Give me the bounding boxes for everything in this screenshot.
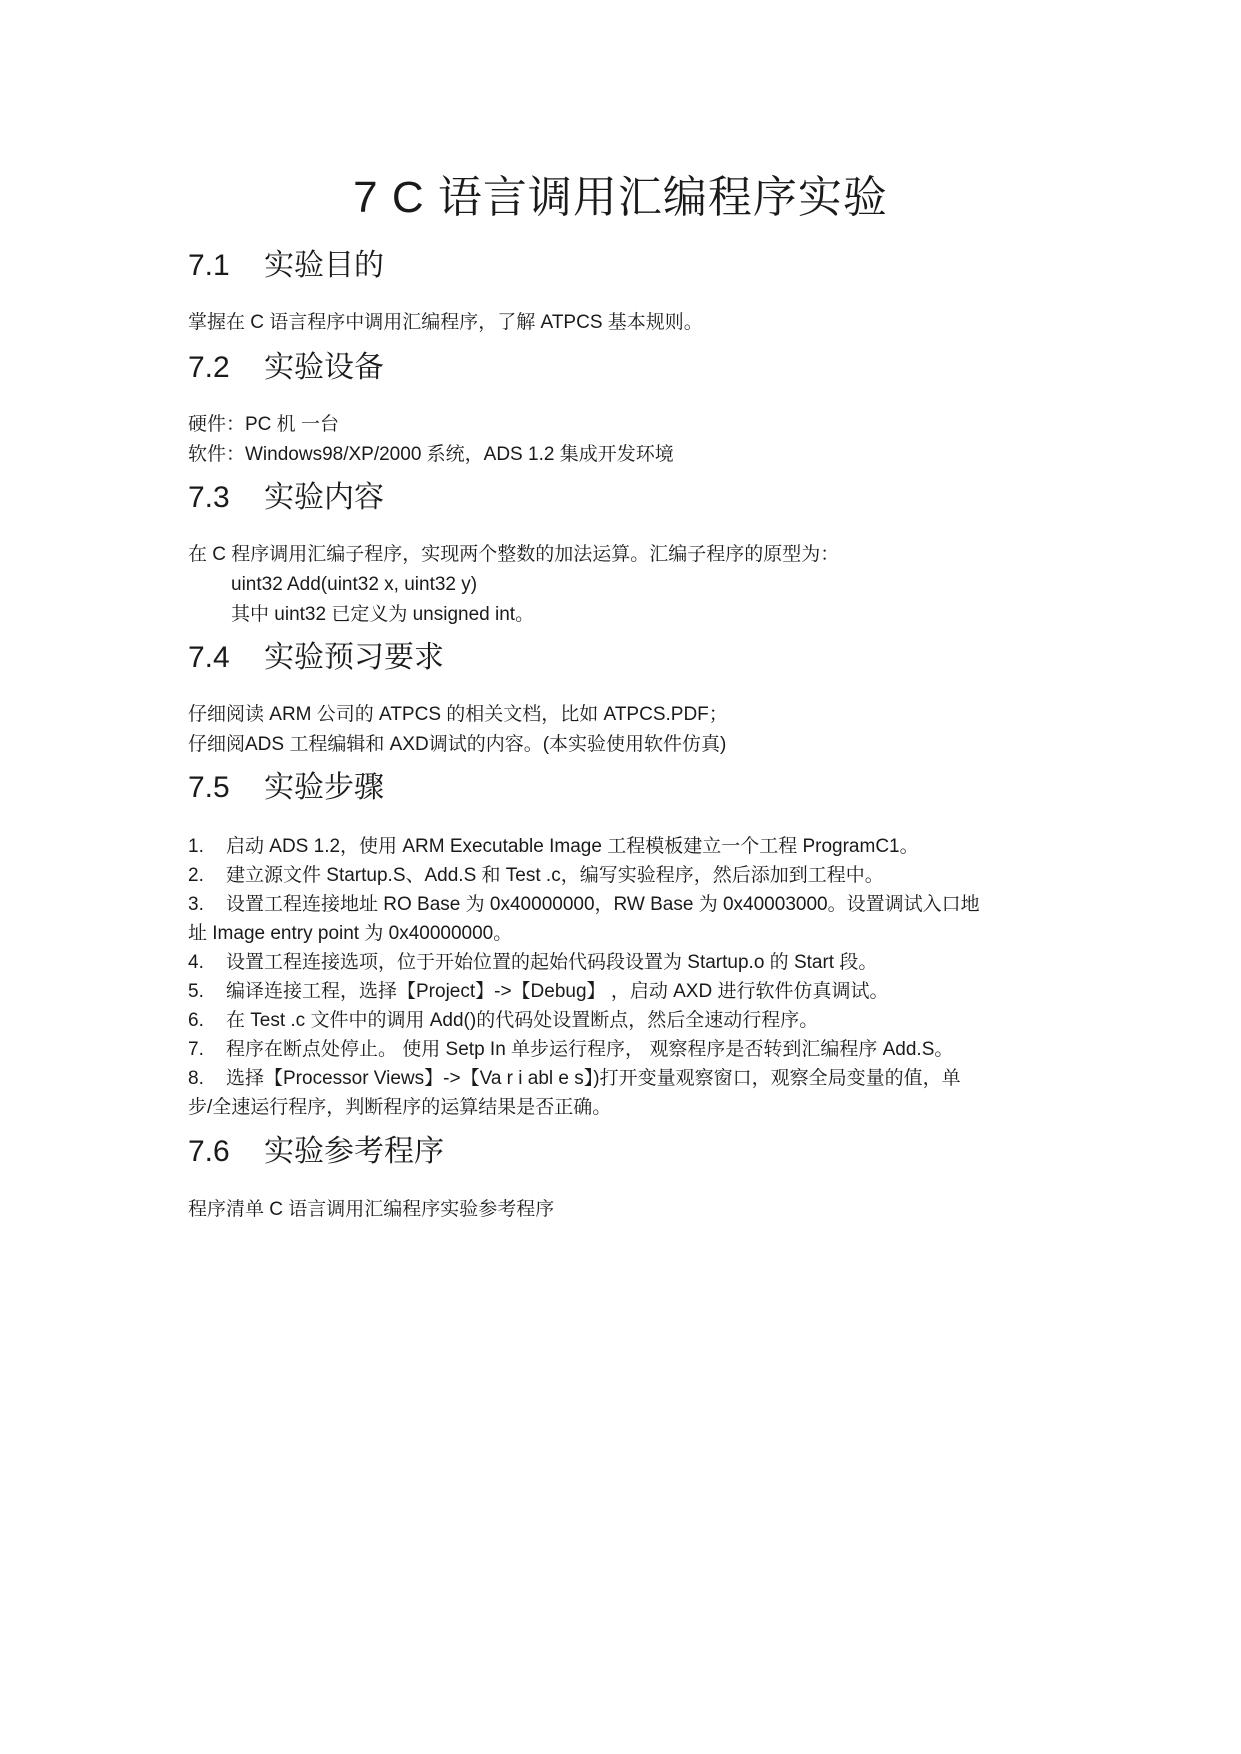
section-title: 实验步骤 [264,771,384,804]
section-number: 7.5 [188,771,230,804]
step-text: 程序在断点处停止。 使用 Setp In 单步运行程序， 观察程序是否转到汇编程序 Add.S。 [226,1039,954,1060]
step-number: 1. [188,836,204,857]
list-item [188,834,919,860]
step-text: 选择【Processor Views】->【Va r i abl e s】)打开变量观察窗口，观察全局变量的值，单 [226,1068,961,1089]
step-continuation: 步/全速运行程序，判断程序的运算结果是否正确。 [188,1097,612,1118]
step-text: 设置工程连接地址 RO Base 为 0x40000000，RW Base 为 0x40003000。设置调试入口地 [226,894,980,915]
step-number: 6. [188,1010,204,1031]
paragraph-objective: 掌握在 C 语言程序中调用汇编程序，了解 ATPCS 基本规则。 [188,312,703,333]
step-number: 2. [188,865,204,886]
section-number: 7.1 [188,249,230,282]
page-title: 7 C 语言调用汇编程序实验 [353,173,888,222]
step-text: 启动 ADS 1.2，使用 ARM Executable Image 工程模板建立一个工程 ProgramC1。 [226,836,919,857]
section-title: 实验内容 [264,481,384,514]
list-item [188,1037,953,1063]
step-text: 设置工程连接选项，位于开始位置的起始代码段设置为 Startup.o 的 Start 段。 [226,952,878,973]
section-title: 实验目的 [264,249,384,282]
section-heading-7-5 [188,768,384,808]
step-text: 在 Test .c 文件中的调用 Add()的代码处设置断点，然后全速动行程序。 [226,1010,819,1031]
section-heading-7-1 [188,246,384,286]
step-number: 8. [188,1068,204,1089]
step-number: 4. [188,952,204,973]
list-item [188,1008,818,1034]
section-heading-7-2 [188,348,384,388]
paragraph-preview-2: 仔细阅ADS 工程编辑和 AXD调试的内容。(本实验使用软件仿真) [188,734,727,755]
section-heading-7-6 [188,1132,444,1172]
step-number: 5. [188,981,204,1002]
paragraph-content-intro: 在 C 程序调用汇编子程序，实现两个整数的加法运算。汇编子程序的原型为： [188,544,840,565]
list-item [188,892,980,918]
step-number: 3. [188,894,204,915]
paragraph-prototype: uint32 Add(uint32 x, uint32 y) [231,574,478,595]
list-item [188,979,888,1005]
paragraph-hardware: 硬件：PC 机 一台 [188,414,339,435]
list-item [188,863,884,889]
paragraph-program-listing: 程序清单 C 语言调用汇编程序实验参考程序 [188,1199,555,1220]
section-number: 7.4 [188,641,230,674]
list-item [188,1066,961,1092]
list-item [188,950,877,976]
section-number: 7.2 [188,351,230,384]
paragraph-typedef-note: 其中 uint32 已定义为 unsigned int。 [231,604,535,625]
section-heading-7-3 [188,478,384,518]
paragraph-software: 软件：Windows98/XP/2000 系统，ADS 1.2 集成开发环境 [188,444,674,465]
step-number: 7. [188,1039,204,1060]
step-continuation: 址 Image entry point 为 0x40000000。 [188,923,513,944]
section-title: 实验设备 [264,351,384,384]
paragraph-preview-1: 仔细阅读 ARM 公司的 ATPCS 的相关文档，比如 ATPCS.PDF； [188,704,728,725]
section-heading-7-4 [188,638,444,678]
section-number: 7.6 [188,1135,230,1168]
section-number: 7.3 [188,481,230,514]
section-title: 实验预习要求 [264,641,444,674]
step-text: 编译连接工程，选择【Project】->【Debug】 ，启动 AXD 进行软件仿真调试。 [226,981,889,1002]
step-text: 建立源文件 Startup.S、Add.S 和 Test .c，编写实验程序，然后添加到工程中。 [226,865,884,886]
section-title: 实验参考程序 [264,1135,444,1168]
